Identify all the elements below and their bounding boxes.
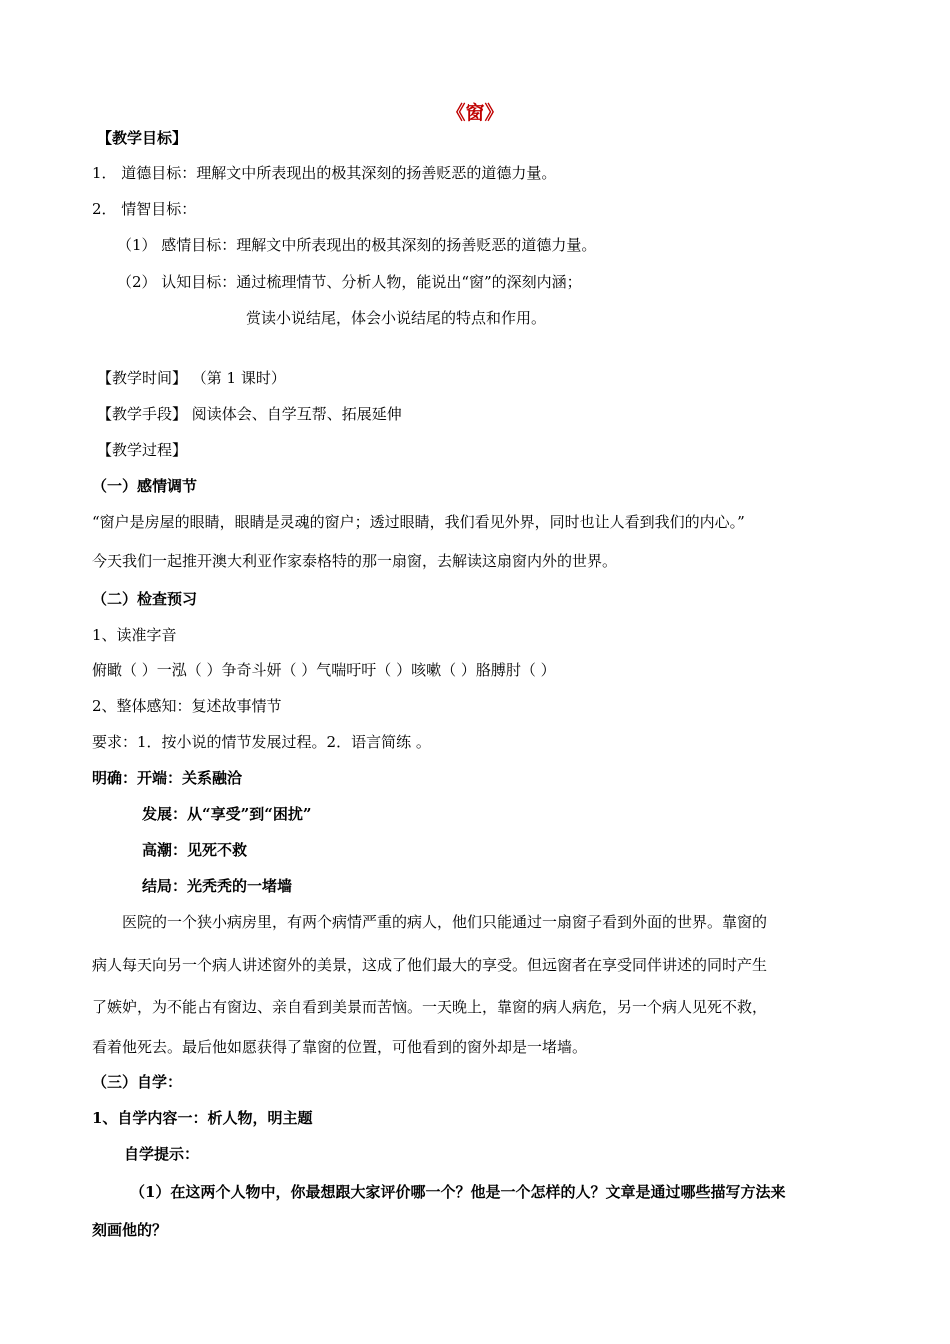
teaching-time: 【教学时间】 （第 1 课时）	[97, 369, 286, 387]
goal-subitem-2-continued: 赏读小说结尾，体会小说结尾的特点和作用。	[246, 309, 547, 327]
teaching-means: 【教学手段】 阅读体会、自学互帮、拓展延伸	[97, 405, 402, 423]
self-study-hint: 自学提示：	[124, 1145, 200, 1163]
summary-line-2: 病人每天向另一个病人讲述窗外的美景，这成了他们最大的享受。但远窗者在享受同伴讲述的同时产生	[92, 956, 768, 974]
pronunciation-item: 1、读准字音	[92, 626, 177, 644]
pronunciation-words: 俯瞰（ ）一泓（ ）争奇斗妍（ ）气喘吁吁（ ）咳嗽（ ）胳膊肘（ ）	[92, 661, 556, 679]
question-1-line-2: 刻画他的？	[92, 1221, 168, 1239]
section-1-intro: 今天我们一起推开澳大利亚作家泰格特的那一扇窗，去解读这扇窗内外的世界。	[92, 552, 618, 570]
goal-item-1: 1． 道德目标：理解文中所表现出的极其深刻的扬善贬恶的道德力量。	[92, 164, 557, 182]
goals-heading: 【教学目标】	[97, 129, 188, 147]
plot-ending: 结局：光秃秃的一堵墙	[142, 877, 293, 895]
section-1-quote: “窗户是房屋的眼睛，眼睛是灵魂的窗户；透过眼睛，我们看见外界，同时也让人看到我们的内心。”	[92, 513, 745, 531]
summary-line-3: 了嫉妒，为不能占有窗边、亲自看到美景而苦恼。一天晚上，靠窗的病人病危，另一个病人见死不救，	[92, 998, 768, 1016]
question-1-line-1: （1）在这两个人物中，你最想跟大家评价哪一个？他是一个怎样的人？文章是通过哪些描写方法来	[130, 1183, 786, 1201]
plot-climax: 高潮：见死不救	[142, 841, 248, 859]
summary-line-4: 看着他死去。最后他如愿获得了靠窗的位置，可他看到的窗外却是一堵墙。	[92, 1038, 588, 1056]
overall-perception: 2、整体感知：复述故事情节	[92, 697, 282, 715]
goal-subitem-2: （2） 认知目标：通过梳理情节、分析人物，能说出“窗”的深刻内涵；	[117, 273, 582, 291]
process-heading: 【教学过程】	[97, 441, 188, 459]
plot-development: 发展：从“享受”到“困扰”	[142, 805, 312, 823]
document-title: 《窗》	[446, 102, 504, 124]
section-2-heading: （二）检查预习	[92, 590, 198, 608]
summary-line-1: 医院的一个狭小病房里，有两个病情严重的病人，他们只能通过一扇窗子看到外面的世界。靠窗的	[122, 913, 768, 931]
goal-subitem-1: （1） 感情目标：理解文中所表现出的极其深刻的扬善贬恶的道德力量。	[117, 236, 597, 254]
goal-item-2: 2． 情智目标：	[92, 200, 197, 218]
section-1-heading: （一）感情调节	[92, 477, 198, 495]
requirements: 要求：1．按小说的情节发展过程。2．语言简练 。	[92, 733, 431, 751]
self-study-content-1: 1、自学内容一：析人物，明主题	[92, 1109, 313, 1127]
plot-beginning: 明确：开端：关系融洽	[92, 769, 243, 787]
section-3-heading: （三）自学：	[92, 1073, 183, 1091]
